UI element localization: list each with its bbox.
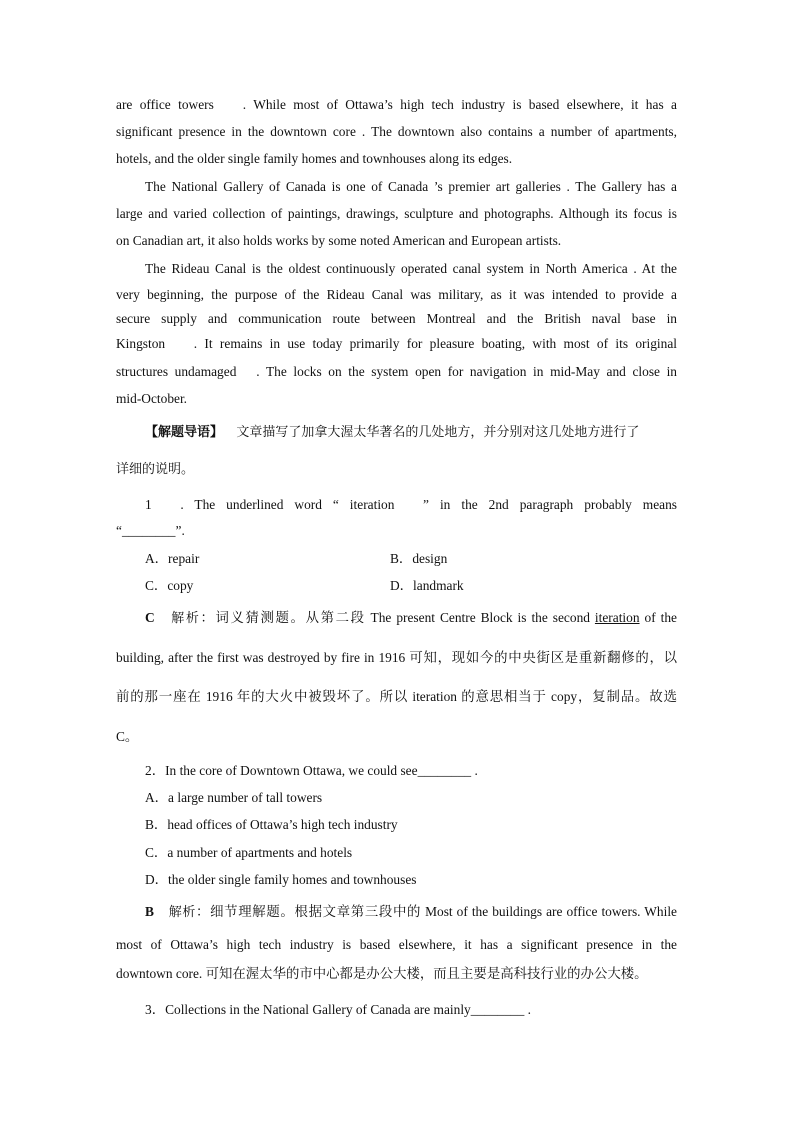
passage-line: secure supply and communication route between Montreal and the British naval base in bbox=[116, 311, 677, 326]
question-stem: “________”. bbox=[116, 523, 185, 538]
guide-line: 详细的说明。 bbox=[116, 462, 195, 477]
passage-line: significant presence in the downtown core . The downtown also contains a number of apartments, bbox=[116, 124, 677, 139]
option-d: D．the older single family homes and townhouses bbox=[145, 872, 417, 887]
passage-line: structures undamaged . The locks on the system open for navigation in mid-May and close in bbox=[116, 364, 677, 379]
passage-line: on Canadian art, it also holds works by some noted American and European artists. bbox=[116, 233, 562, 248]
answer-letter: B bbox=[145, 904, 154, 919]
explanation-line: most of Ottawa’s high tech industry is based elsewhere, it has a significant presence in the bbox=[116, 937, 677, 952]
option-c: C．a number of apartments and hotels bbox=[145, 845, 353, 860]
explanation-label: 解析 bbox=[168, 905, 197, 920]
passage-line: The National Gallery of Canada is one of Canada ’s premier art galleries . The Gallery has a bbox=[145, 179, 677, 194]
explanation-line: 前的那一座在 1916 年的大火中被毁坏了。所以 iteration 的意思相当于 copy，复制品。故选 bbox=[116, 689, 677, 704]
question-stem: 3．Collections in the National Gallery of Canada are mainly________ . bbox=[145, 1002, 532, 1017]
option-b: B．head offices of Ottawa’s high tech industry bbox=[145, 817, 398, 832]
explanation-text: of the bbox=[639, 610, 677, 625]
question-stem: 2．In the core of Downtown Ottawa, we could see________ . bbox=[145, 763, 478, 778]
explanation-line bbox=[145, 610, 677, 627]
passage-line: very beginning, the purpose of the Rideau Canal was military, as it was intended to provide a bbox=[116, 287, 677, 302]
option-a: A．repair bbox=[145, 551, 200, 566]
explanation-label: 解析 bbox=[171, 611, 201, 626]
passage-line: hotels, and the older single family homes and townhouses along its edges. bbox=[116, 151, 513, 166]
option-d: D．landmark bbox=[390, 578, 464, 593]
explanation-line: C。 bbox=[116, 729, 139, 744]
passage-line: The Rideau Canal is the oldest continuously operated canal system in North America . At the bbox=[145, 261, 677, 276]
explanation-text: ：细节理解题。根据文章第三段中的 Most of the buildings are office towers. While bbox=[196, 904, 677, 919]
guide-text: 文章描写了加拿大渥太华著名的几处地方，并分别对这几处地方进行了 bbox=[236, 425, 640, 440]
answer-letter: C bbox=[145, 610, 155, 625]
explanation-text: ：词义猜测题。从第二段 The present Centre Block is the second bbox=[200, 610, 595, 625]
passage-line: mid-October. bbox=[116, 391, 188, 406]
option-c: C．copy bbox=[145, 578, 194, 593]
option-a: A．a large number of tall towers bbox=[145, 790, 323, 805]
explanation-line bbox=[145, 904, 677, 921]
underlined-word: iteration bbox=[594, 610, 640, 625]
guide-line bbox=[145, 424, 639, 441]
passage-line: are office towers . While most of Ottawa’s high tech industry is based elsewhere, it has a bbox=[116, 97, 677, 112]
passage-line: Kingston . It remains in use today primarily for pleasure boating, with most of its original bbox=[116, 336, 677, 351]
explanation-line: building, after the first was destroyed by fire in 1916 可知，现如今的中央街区是重新翻修的，以 bbox=[116, 650, 677, 665]
explanation-line: downtown core. 可知在渥太华的市中心都是办公大楼，而且主要是高科技行业的办公大楼。 bbox=[116, 966, 648, 981]
guide-label: 【解题导语】 bbox=[145, 425, 224, 440]
passage-line: large and varied collection of paintings, drawings, sculpture and photographs. Although its focus is bbox=[116, 206, 677, 221]
question-stem: 1 . The underlined word “ iteration ” in the 2nd paragraph probably means bbox=[145, 497, 677, 512]
option-b: B．design bbox=[390, 551, 448, 566]
